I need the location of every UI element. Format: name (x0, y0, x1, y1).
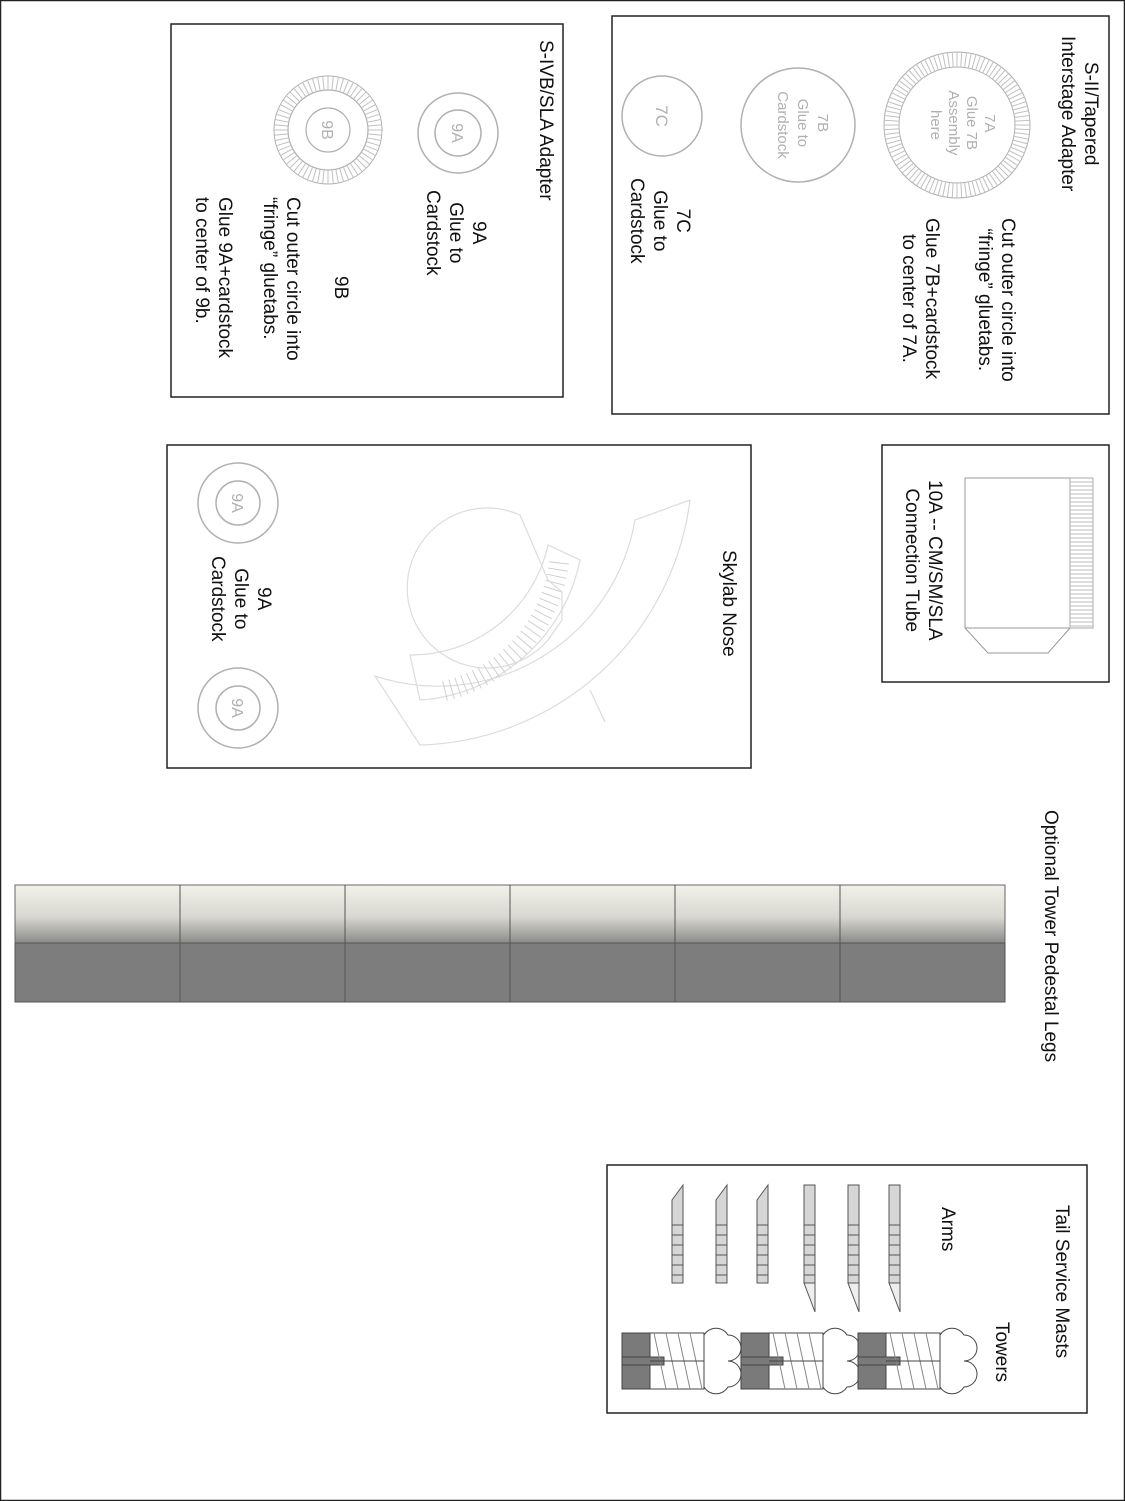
part-7c-label: 7C Glue to Cardstock (626, 178, 693, 264)
interstage-title: S-II/Tapered Interstage Adapter (1057, 36, 1101, 192)
service-arm-part[interactable] (716, 1185, 727, 1283)
part-7b-circle-label: 7B Glue to Cardstock (774, 91, 831, 159)
tail-service-arms[interactable] (672, 1185, 900, 1312)
part-7c-circle-text: 7C (652, 105, 671, 127)
part-7a-circle-label: 7A Glue 7B Assembly here (927, 90, 998, 156)
service-tower-part[interactable] (741, 1328, 860, 1394)
service-tower-part[interactable] (622, 1328, 741, 1394)
connection-tube-label: 10A -- CM/SM/SLA Connection Tube (901, 480, 945, 641)
service-arm-part[interactable] (889, 1185, 900, 1312)
service-arm-part[interactable] (804, 1185, 815, 1312)
connection-tube-shape[interactable] (965, 478, 1093, 653)
service-tower-part[interactable] (858, 1328, 977, 1394)
skylab-9a-circle-2-text: 9A (228, 698, 245, 718)
skylab-9a-label: 9A Glue to Cardstock (207, 556, 274, 642)
tail-service-section (607, 1165, 1087, 1413)
part-9a-circle-text: 9A (448, 123, 465, 143)
service-arm-part[interactable] (672, 1185, 683, 1283)
tail-service-title: Tail Service Masts (1051, 1205, 1072, 1359)
part-9a-label: 9A Glue to Cardstock (422, 190, 489, 276)
sivb-note: Cut outer circle into “fringe” gluetabs. Glue 9A+cardstock to center of 9b. (190, 197, 303, 361)
sivb-title: S-IVB/SLA Adapter (535, 40, 556, 201)
arms-label: Arms (937, 1207, 958, 1252)
part-9b-label: 9B (330, 276, 351, 300)
interstage-note-glue: Glue 7B+cardstock to center of 7A. (898, 218, 942, 380)
pedestal-legs-strip[interactable] (15, 885, 1005, 1002)
service-arm-part[interactable] (757, 1185, 768, 1283)
pedestal-legs-title: Optional Tower Pedestal Legs (1040, 810, 1061, 1063)
pedestal-legs-section (15, 885, 1005, 1002)
skylab-nose-title: Skylab Nose (718, 550, 739, 657)
interstage-note-cut: Cut outer circle into “fringe” gluetabs. (974, 218, 1018, 382)
skylab-9a-circle-1-text: 9A (228, 493, 245, 513)
towers-label: Towers (991, 1322, 1012, 1383)
skylab-nose-cone-part[interactable] (375, 500, 690, 745)
part-9b-circle-text: 9B (318, 120, 335, 140)
tail-service-towers[interactable] (622, 1328, 977, 1394)
service-arm-part[interactable] (848, 1185, 859, 1312)
